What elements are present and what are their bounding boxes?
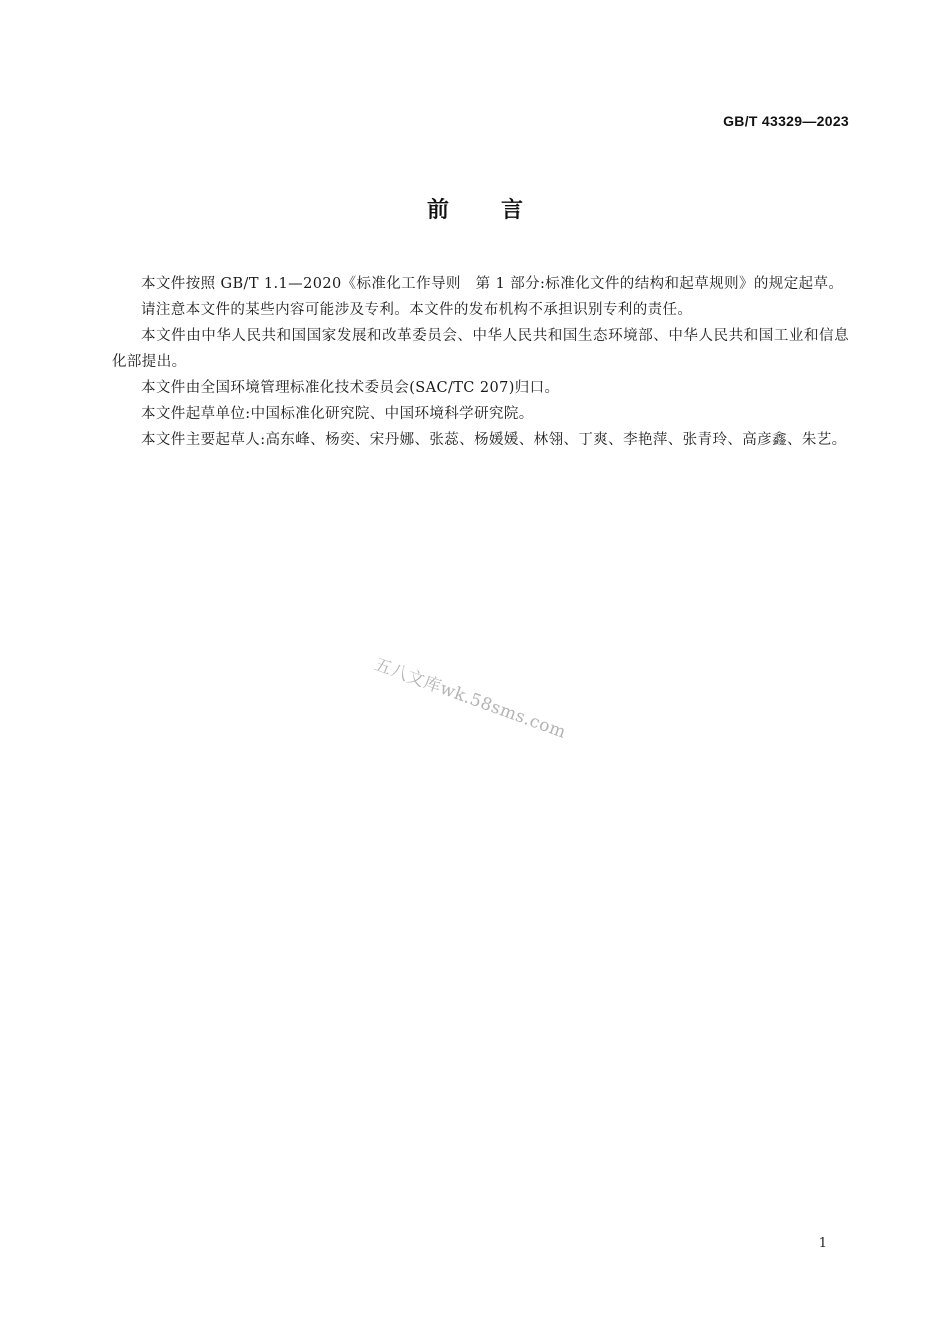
paragraph-drafters: 本文件主要起草人:高东峰、杨奕、宋丹娜、张蕊、杨媛媛、林翎、丁爽、李艳萍、张青玲、高彦鑫、朱艺。 (141, 432, 847, 448)
watermark: 五八文库wk.58sms.com (371, 654, 569, 743)
document-body (112, 271, 849, 453)
paragraph-patent-notice: 请注意本文件的某些内容可能涉及专利。本文件的发布机构不承担识别专利的责任。 (141, 302, 693, 318)
page-title: 前言 (426, 198, 575, 223)
paragraph-drafting-units: 本文件起草单位:中国标准化研究院、中国环境科学研究院。 (141, 406, 534, 422)
standard-number: GB/T 43329—2023 (723, 113, 849, 129)
paragraph-proposed-by: 本文件由中华人民共和国国家发展和改革委员会、中华人民共和国生态环境部、中华人民共和国工业和信息化部提出。 (112, 328, 849, 370)
paragraph-drafting-rules: 本文件按照 GB/T 1.1—2020《标准化工作导则 第 1 部分:标准化文件的结构和起草规则》的规定起草。 (141, 276, 844, 292)
page-number: 1 (818, 1236, 827, 1251)
paragraph-under-jurisdiction: 本文件由全国环境管理标准化技术委员会(SAC/TC 207)归口。 (141, 380, 560, 396)
